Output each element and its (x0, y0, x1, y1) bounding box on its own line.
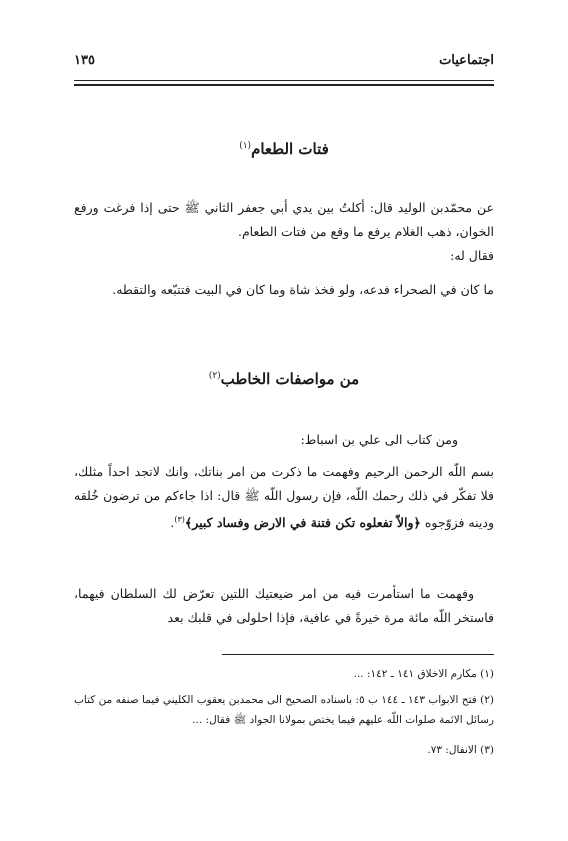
section-title-1 (74, 140, 494, 158)
quote-note: (٣) (174, 515, 185, 524)
quran-quote: ﴿والاّ تفعلوه تكن فتنة في الارض وفساد كبير﴾ (184, 515, 421, 531)
paragraph-3 (74, 460, 494, 535)
section-title-1-text: فتات الطعام (251, 140, 329, 158)
paragraph-3-end: . (170, 515, 175, 531)
paragraph-1: عن محمّدبن الوليد قال: أكلتُ بين يدي أبي جعفر الثاني ﷺ حتى إذا فرغت ورفع الخوان، ذهب الغلام يرفع ما وقع من فتات الطعام. (74, 200, 494, 239)
page-number: ١٣٥ (74, 52, 95, 68)
paragraph-1-followup: فقال له: (450, 248, 494, 263)
footnote-1: (١) مكارم الاخلاق ١٤١ ـ ١٤٢: ... (353, 668, 494, 680)
section-title-1-note: (١) (239, 141, 252, 151)
paragraph-2: ما كان في الصحراء فدعه، ولو فخذ شاة وما كان في البيت فتتبّعه والتقطه. (112, 282, 494, 297)
header-rule-thick (74, 84, 494, 86)
paragraph-3-text: بسم اللّه الرحمن الرحيم وفهمت ما ذكرت من امر بناتك، وانك لاتجد احداً مثلك، فلا تفكّر في ذلك رحمك اللّه، فإن رسول اللّه ﷺ قال: اذا جاءكم من ترضون خُلقه ودينه فزوّجوه (74, 464, 494, 531)
letter-intro: ومن كتاب الى علي بن اسباط: (300, 432, 458, 447)
section-title-2 (74, 370, 494, 388)
running-title: اجتماعيات (439, 52, 494, 68)
footnote-rule (222, 654, 494, 655)
footnote-2: (٢) فتح الابواب ١٤٣ ـ ١٤٤ ب ٥: باسناده الصحيح الى محمدبن يعقوب الكليني فيما صنفه من كتاب رسائل الائمة صلوات اللّه عليهم فيما يختص بمولانا الجواد ﷺ فقال: ... (74, 694, 494, 726)
header-rule-thin (74, 80, 494, 81)
paragraph-4: وفهمت ما استأمرت فيه من امر ضيعتيك اللتين تعرّض لك السلطان فيهما، فاستخر اللّه مائة مرة خيرةً في عافية، فإذا احلولى في قلبك بعد (74, 586, 494, 625)
page-header (74, 48, 494, 72)
footnote-3: (٣) الانفال: ٧٣. (427, 744, 494, 756)
section-title-2-note: (٢) (208, 371, 221, 381)
section-title-2-text: من مواصفات الخاطب (220, 370, 360, 388)
